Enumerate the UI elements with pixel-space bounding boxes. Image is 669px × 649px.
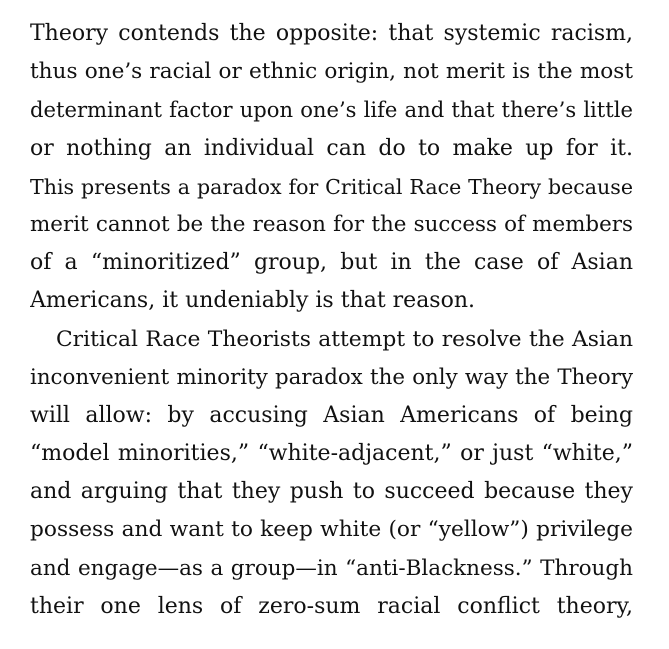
- text-line: possess and want to keep white (or “yellow”) privilege: [30, 517, 633, 543]
- text-line: thus one’s racial or ethnic origin, not merit is the most: [30, 59, 633, 85]
- text-line: and engage—as a group—in “anti-Blackness.” Through: [30, 555, 633, 581]
- text-line: merit cannot be the reason for the success of members: [30, 211, 633, 237]
- text-line: Americans, it undeniably is that reason.: [30, 288, 476, 314]
- text-line: or nothing an individual can do to make up for it.: [30, 135, 633, 161]
- text-line: Critical Race Theorists attempt to resolve the Asian: [56, 326, 633, 352]
- text-line: Theory contends the opposite: that systemic racism,: [30, 21, 633, 46]
- text-line: “model minorities,” “white-adjacent,” or just “white,”: [30, 441, 633, 467]
- text-line: their one lens of zero-sum racial conflict theory,: [30, 593, 633, 619]
- text-line: of a “minoritized” group, but in the case of Asian: [30, 250, 633, 276]
- text-line: This presents a paradox for Critical Race Theory because: [30, 174, 633, 199]
- paragraph-1: [30, 15, 633, 321]
- paragraph-2: [30, 321, 633, 627]
- document-page: [30, 15, 633, 626]
- text-line: determinant factor upon one’s life and that there’s little: [30, 97, 633, 123]
- text-line: will allow: by accusing Asian Americans of being: [30, 402, 633, 428]
- text-line: inconvenient minority paradox the only way the Theory: [30, 364, 633, 390]
- text-line: and arguing that they push to succeed because they: [30, 479, 633, 505]
